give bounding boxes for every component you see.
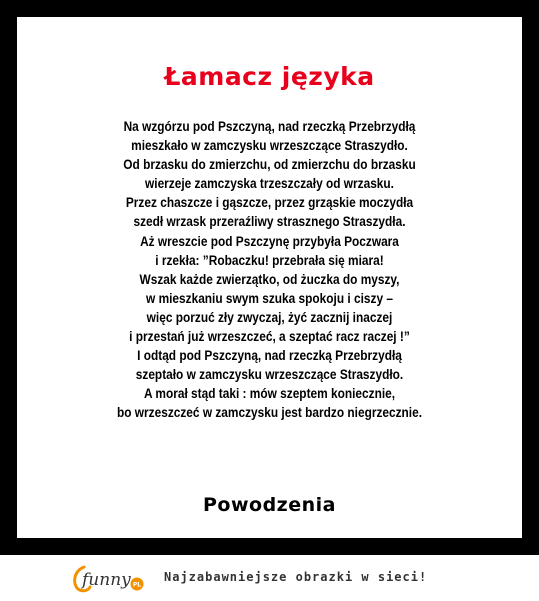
- footer-bar: [0, 555, 539, 601]
- logo-badge-text: PL: [132, 581, 142, 589]
- tagline: Najzabawniejsze obrazki w sieci!: [164, 570, 428, 584]
- site-logo[interactable]: [70, 561, 156, 595]
- logo-text: funny: [82, 570, 131, 590]
- poem-line: mieszkało w zamczysku wrzeszczące Straszydło.: [131, 138, 408, 154]
- poem-line: Wszak każde zwierzątko, od żuczka do myszy,: [139, 271, 400, 287]
- poem-line: Aż wreszcie pod Pszczynę przybyła Poczwara: [140, 233, 399, 249]
- poem-line: i rzekła: ”Robaczku! przebrała się miara!: [155, 252, 384, 268]
- content-card: [17, 17, 522, 538]
- poem-line: A morał stąd taki : mów szeptem koniecznie,: [143, 386, 396, 402]
- poem-line: w mieszkaniu swym szuka spokoju i ciszy –: [146, 290, 393, 306]
- poem-line: Na wzgórzu pod Pszczyną, nad rzeczką Przebrzydłą: [123, 119, 416, 134]
- signoff-text: Powodzenia: [203, 494, 336, 516]
- page-title: Łamacz języka: [164, 62, 375, 91]
- poem-line: I odtąd pod Pszczyną, nad rzeczką Przebrzydłą: [137, 348, 402, 364]
- poem-line: i przestań już wrzeszczeć, a szeptać racz raczej !”: [129, 329, 410, 345]
- poem-line: więc porzuć zły zwyczaj, żyć zacznij inaczej: [146, 309, 393, 325]
- poem-line: szedł wrzask przeraźliwy strasznego Straszydła.: [133, 214, 406, 230]
- poem-line: bo wrzeszczeć w zamczysku jest bardzo niegrzecznie.: [116, 405, 423, 421]
- poem-line: Od brzasku do zmierzchu, od zmierzchu do brzasku: [123, 157, 416, 173]
- poem-line: wierzeje zamczyska trzeszczały od wrzasku.: [145, 176, 394, 192]
- poem-line: Przez chaszcze i gąszcze, przez grząskie moczydła: [125, 195, 414, 211]
- poem-line: szeptało w zamczysku wrzeszczące Straszydło.: [135, 367, 404, 383]
- poem-text: [47, 117, 491, 423]
